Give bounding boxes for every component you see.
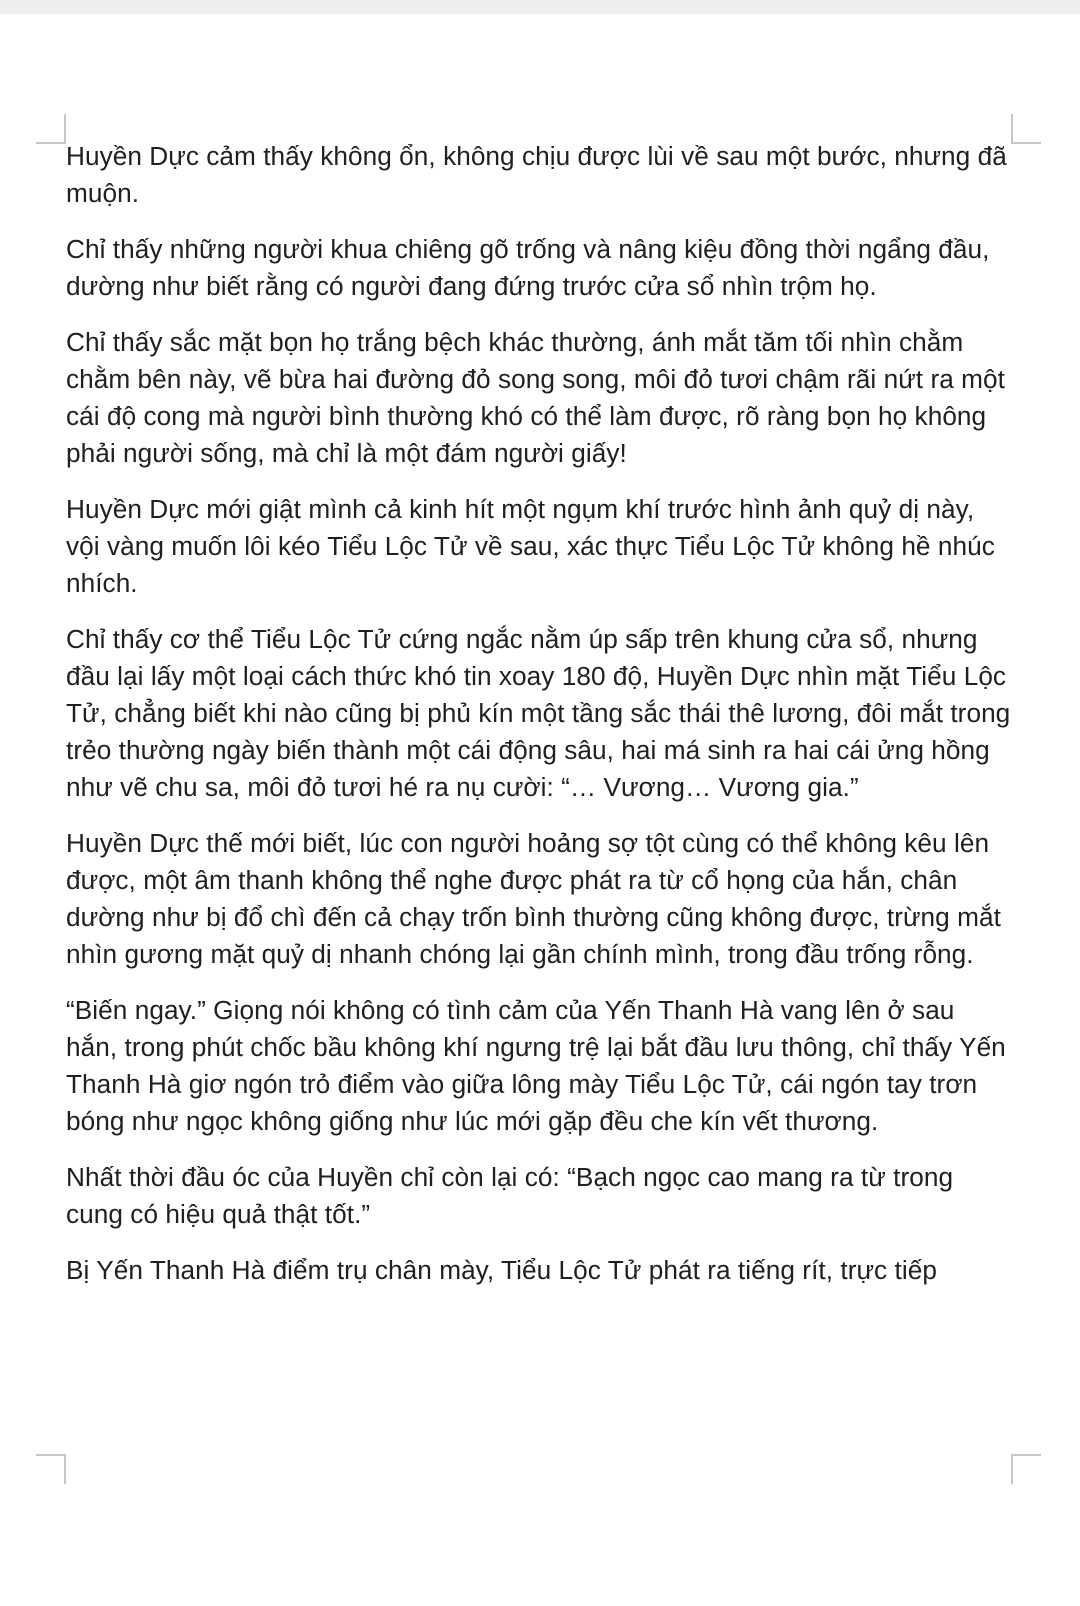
paragraph: Chỉ thấy cơ thể Tiểu Lộc Tử cứng ngắc nằm úp sấp trên khung cửa sổ, nhưng đầu lại lấy một loại cách thức khó tin xoay 180 độ, Huyền Dực nhìn mặt Tiểu Lộc Tử, chẳng biết khi nào cũng bị phủ kín một tầng sắc thái thê lương, đôi mắt trong trẻo thường ngày biến thành một cái động sâu, hai má sinh ra hai cái ửng hồng như vẽ chu sa, môi đỏ tươi hé ra nụ cười: “… Vương… Vương gia.”	[66, 624, 1011, 802]
paragraph: Huyền Dực mới giật mình cả kinh hít một ngụm khí trước hình ảnh quỷ dị này, vội vàng muốn lôi kéo Tiểu Lộc Tử về sau, xác thực Tiểu Lộc Tử không hề nhúc nhích.	[66, 494, 995, 598]
paragraph: Huyền Dực thế mới biết, lúc con người hoảng sợ tột cùng có thể không kêu lên được, một âm thanh không thể nghe được phát ra từ cổ họng của hắn, chân dường như bị đổ chì đến cả chạy trốn bình thường cũng không được, trừng mắt nhìn gương mặt quỷ dị nhanh chóng lại gần chính mình, trong đầu trống rỗng.	[66, 828, 1001, 969]
paragraph: Nhất thời đầu óc của Huyền chỉ còn lại có: “Bạch ngọc cao mang ra từ trong cung có hiệu quả thật tốt.”	[66, 1162, 954, 1229]
document-body[interactable]	[66, 138, 1011, 1308]
top-bar	[0, 0, 1080, 14]
paragraph: Huyền Dực cảm thấy không ổn, không chịu được lùi về sau một bước, nhưng đã muộn.	[66, 141, 1007, 208]
paragraph: Chỉ thấy những người khua chiêng gõ trống và nâng kiệu đồng thời ngẩng đầu, dường như biết rằng có người đang đứng trước cửa sổ nhìn trộm họ.	[66, 234, 990, 301]
margin-corner-bottom-left	[36, 1454, 66, 1484]
paragraph: Bị Yến Thanh Hà điểm trụ chân mày, Tiểu Lộc Tử phát ra tiếng rít, trực tiếp	[66, 1255, 937, 1285]
margin-corner-bottom-right	[1011, 1454, 1041, 1484]
paragraph: Chỉ thấy sắc mặt bọn họ trắng bệch khác thường, ánh mắt tăm tối nhìn chằm chằm bên này, vẽ bừa hai đường đỏ song song, môi đỏ tươi chậm rãi nứt ra một cái độ cong mà người bình thường khó có thể làm được, rõ ràng bọn họ không phải người sống, mà chỉ là một đám người giấy!	[66, 327, 1005, 468]
margin-corner-top-right	[1011, 114, 1041, 144]
paragraph: “Biến ngay.” Giọng nói không có tình cảm của Yến Thanh Hà vang lên ở sau hắn, trong phút chốc bầu không khí ngưng trệ lại bắt đầu lưu thông, chỉ thấy Yến Thanh Hà giơ ngón trỏ điểm vào giữa lông mày Tiểu Lộc Tử, cái ngón tay trơn bóng như ngọc không giống như lúc mới gặp đều che kín vết thương.	[66, 995, 1006, 1136]
margin-corner-top-left	[36, 114, 66, 144]
